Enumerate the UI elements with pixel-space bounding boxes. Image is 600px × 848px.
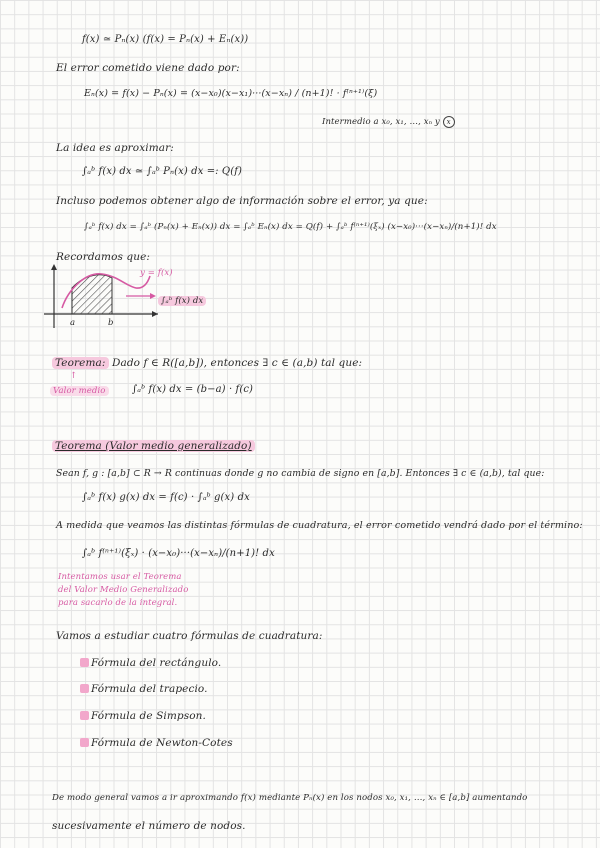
recall-line: Recordamos que: [56,251,151,263]
intermediate-text: Intermedio a x₀, x₁, …, xₙ y [322,117,440,127]
gen-theorem-label: Teorema (Valor medio generalizado) [52,440,255,452]
general-approach-line-2: sucesivamente el número de nodos. [52,820,246,832]
circled-x: x [443,116,455,128]
mean-value-tag: Valor medio [50,386,109,396]
approx-line: f(x) ≃ Pₙ(x) (f(x) = Pₙ(x) + Eₙ(x)) [82,34,249,45]
note-line-3: para sacarlo de la integral. [58,598,178,608]
theorem-text: Dado f ∈ R([a,b]), entonces ∃ c ∈ (a,b) tal que: [111,357,363,369]
list-item: Fórmula de Simpson. [80,710,206,722]
theorem-label: Teorema: [52,357,109,369]
bullet-marker [80,658,89,667]
note-line-1: Intentamos usar el Teorema [58,572,182,582]
mean-value-formula: ∫ₐᵇ f(x) dx = (b−a) · f(c) [132,384,254,395]
bullet-marker [80,684,89,693]
bullet-marker [80,738,89,747]
error-integral: ∫ₐᵇ f(x) dx = ∫ₐᵇ (Pₙ(x) + Eₙ(x)) dx = ∫ₐᵇ Eₙ(x) dx = Q(f) + ∫ₐᵇ f⁽ⁿ⁺¹⁾(ξₓ) (x−x₀)···(x−xₙ)/(n+1)! dx [84,222,497,232]
list-item: Fórmula del trapecio. [80,683,208,695]
general-approach-line: De modo general vamos a ir aproximando f(x) mediante Pₙ(x) en los nodos x₀, x₁, …, xₙ ∈ [a,b] aumentando [52,793,528,803]
function-label: y = f(x) [140,268,173,278]
integral-label: ∫ₐᵇ f(x) dx [158,296,206,306]
list-item: Fórmula de Newton-Cotes [80,737,233,749]
quadrature-error-intro: A medida que veamos las distintas fórmulas de cuadratura, el error cometido vendrá dado por el término: [56,520,583,531]
quadrature-def: ∫ₐᵇ f(x) dx ≃ ∫ₐᵇ Pₙ(x) dx =: Q(f) [82,166,243,177]
list-item: Fórmula del rectángulo. [80,657,221,669]
error-formula: Eₙ(x) = f(x) − Pₙ(x) = (x−x₀)(x−x₁)···(x−xₙ) / (n+1)! · f⁽ⁿ⁺¹⁾(ξ) [84,88,378,99]
a-label: a [70,318,76,328]
b-label: b [108,318,114,328]
idea-line: La idea es aproximar: [56,142,174,154]
intermediate-note [322,116,455,128]
note-line-2: del Valor Medio Generalizado [58,585,189,595]
error-info-line: Incluso podemos obtener algo de información sobre el error, ya que: [56,195,428,207]
gen-theorem-heading [52,440,255,452]
theorem-line [52,357,362,369]
gen-theorem-formula: ∫ₐᵇ f(x) g(x) dx = f(c) · ∫ₐᵇ g(x) dx [82,492,250,503]
gen-theorem-text: Sean f, g : [a,b] ⊂ R → R continuas donde g no cambia de signo en [a,b]. Entonces ∃ c ∈ (a,b), tal que: [56,468,545,479]
error-intro: El error cometido viene dado por: [56,62,240,74]
study-intro: Vamos a estudiar cuatro fórmulas de cuadratura: [56,630,323,642]
arrow-up-icon: ↑ [70,371,78,381]
quadrature-error-term: ∫ₐᵇ f⁽ⁿ⁺¹⁾(ξₓ) · (x−x₀)···(x−xₙ)/(n+1)! dx [82,548,275,559]
bullet-marker [80,711,89,720]
